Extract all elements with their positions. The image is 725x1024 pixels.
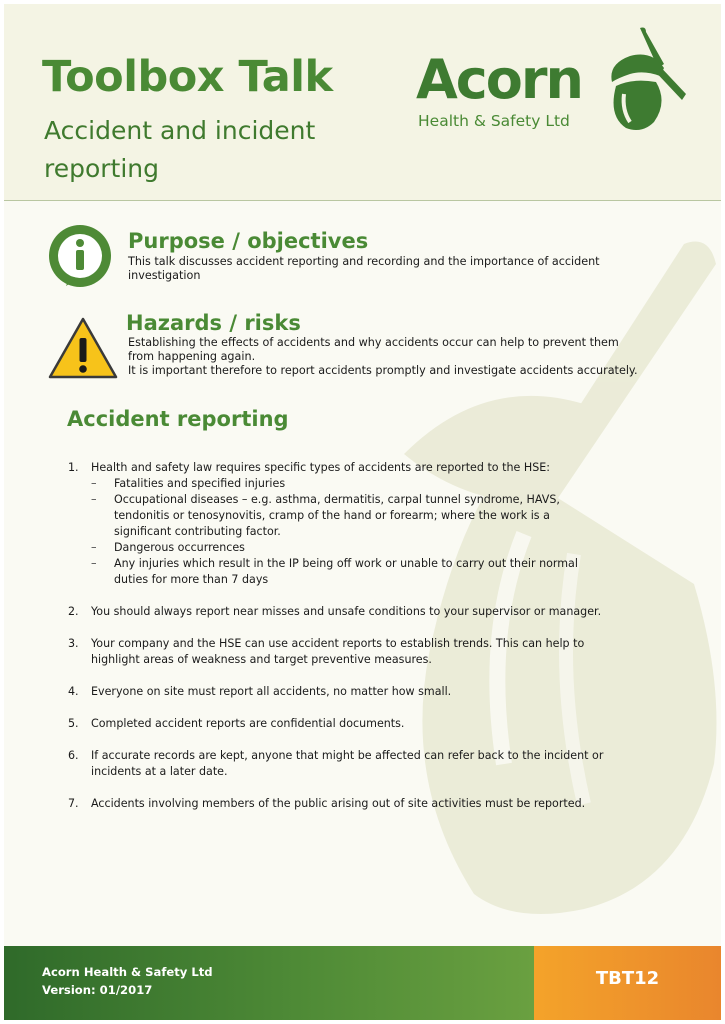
list-item — [64, 684, 604, 700]
footer-company: Acorn Health & Safety Ltd — [42, 965, 213, 979]
hazards-text-2: It is important therefore to report accidents promptly and investigate accidents accurately. — [128, 364, 638, 377]
list-item — [64, 636, 604, 668]
info-icon — [48, 224, 112, 288]
sub-item-text: Occupational diseases – e.g. asthma, dermatitis, carpal tunnel syndrome, HAVS, tendonitis or tenosynovitis, cramp of the hand or forearm; where the work is a significant contributing factor. — [114, 493, 560, 538]
item-number: 1. — [68, 461, 79, 474]
item-text: Everyone on site must report all accidents, no matter how small. — [91, 685, 452, 698]
page-subtitle: Accident and incident reporting — [44, 116, 316, 183]
item-text: Health and safety law requires specific types of accidents are reported to the HSE: — [91, 461, 550, 474]
company-logo — [412, 24, 702, 144]
header — [4, 4, 721, 201]
list-item — [64, 716, 604, 732]
accident-reporting-heading: Accident reporting — [67, 407, 289, 431]
purpose-heading: Purpose / objectives — [128, 229, 369, 253]
item-number: 7. — [68, 797, 79, 810]
sub-list-item: – Fatalities and specified injuries — [91, 477, 286, 490]
item-number: 3. — [68, 637, 79, 650]
logo-tagline: Health & Safety Ltd — [418, 112, 570, 130]
item-text: Completed accident reports are confidential documents. — [91, 717, 405, 730]
sub-list — [91, 476, 604, 588]
logo-name: Acorn — [416, 48, 582, 111]
hazards-text-1: Establishing the effects of accidents and why accidents occur can help to prevent them from happening again. — [128, 336, 619, 363]
item-text: Your company and the HSE can use accident reports to establish trends. This can help to highlight areas of weakness and target preventive measures. — [91, 637, 585, 666]
footer-code-panel — [534, 946, 721, 1020]
item-text: If accurate records are kept, anyone that might be affected can refer back to the incident or incidents at a later date. — [91, 749, 604, 778]
warning-icon — [48, 316, 118, 380]
item-number: 6. — [68, 749, 79, 762]
sub-list-item: – Dangerous occurrences — [91, 541, 245, 554]
footer-company-panel — [4, 946, 534, 1020]
accident-reporting-list — [64, 460, 604, 828]
item-number: 4. — [68, 685, 79, 698]
footer — [4, 946, 721, 1020]
footer-version: Version: 01/2017 — [42, 983, 153, 997]
sub-list-item: – Occupational diseases – e.g. asthma, dermatitis, carpal tunnel syndrome, HAVS, tendonitis or tenosynovitis, cramp of the hand or forearm; where the work is a significant contributing factor. — [91, 493, 560, 538]
item-number: 2. — [68, 605, 79, 618]
sub-item-text: Fatalities and specified injuries — [114, 477, 286, 490]
sub-list-item: – Any injuries which result in the IP being off work or unable to carry out their normal duties for more than 7 days — [91, 557, 578, 586]
purpose-text: This talk discusses accident reporting and recording and the importance of accident investigation — [128, 255, 600, 282]
document-code: TBT12 — [595, 968, 660, 989]
page-title: Toolbox Talk — [42, 52, 333, 102]
list-item — [64, 604, 604, 620]
list-item — [64, 460, 604, 588]
item-text: You should always report near misses and unsafe conditions to your supervisor or manager. — [91, 605, 602, 618]
list-item — [64, 748, 604, 780]
item-number: 5. — [68, 717, 79, 730]
acorn-icon — [594, 24, 690, 136]
sub-item-text: Any injuries which result in the IP being off work or unable to carry out their normal duties for more than 7 days — [114, 557, 578, 586]
sub-item-text: Dangerous occurrences — [114, 541, 245, 554]
list-item — [64, 796, 604, 812]
item-text: Accidents involving members of the public arising out of site activities must be reported. — [91, 797, 586, 810]
hazards-heading: Hazards / risks — [126, 311, 301, 335]
page — [4, 4, 721, 1020]
